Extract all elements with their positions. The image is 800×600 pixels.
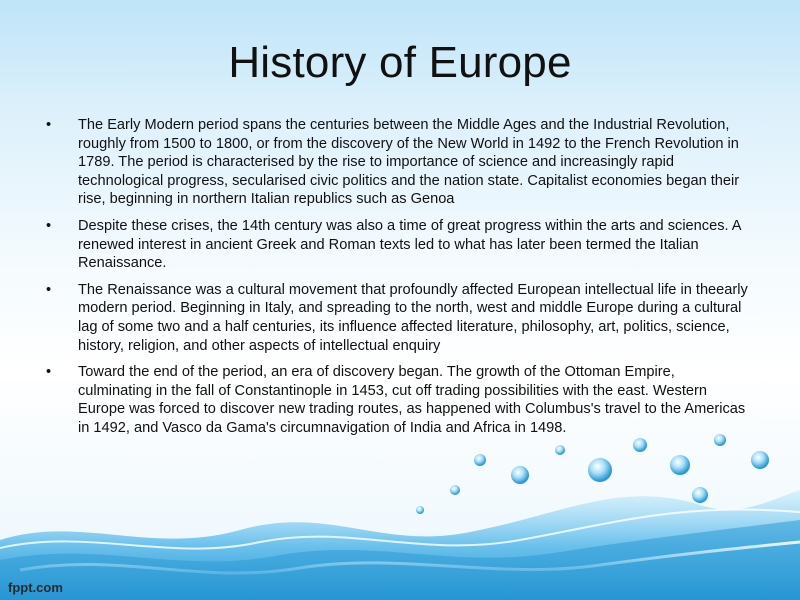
bullet-dot-icon: • xyxy=(46,281,52,298)
bullet-item xyxy=(42,116,752,209)
bullet-item xyxy=(42,217,752,273)
bullet-item xyxy=(42,281,752,355)
bullet-text: The Renaissance was a cultural movement that profoundly affected European intellectual life in theearly modern period. Beginning in Italy, and spreading to the north, west and middle Europe during a cultural lag of some two and a half centuries, its influence affected literature, philosophy, art, politics, science, history, religion, and other aspects of intellectual enquiry xyxy=(78,281,748,354)
footer-logo: fppt.com xyxy=(8,580,63,595)
bullet-text: The Early Modern period spans the centuries between the Middle Ages and the Industrial Revolution, roughly from 1500 to 1800, or from the discovery of the New World in 1492 to the French Revolution in 1789. The period is characterised by the rise to importance of science and increasingly rapid technological progress, secularised civic politics and the nation state. Capitalist economies began their rise, beginning in northern Italian republics such as Genoa xyxy=(78,117,740,208)
bullet-dot-icon: • xyxy=(46,217,52,234)
bullet-dot-icon: • xyxy=(46,364,52,381)
bullet-list xyxy=(42,116,752,446)
slide-title: History of Europe xyxy=(228,38,572,87)
water-splash-background xyxy=(0,420,800,600)
bullet-text: Toward the end of the period, an era of discovery began. The growth of the Ottoman Empire, culminating in the fall of Constantinople in 1453, cut off trading possibilities with the east. Western Europe was forced to discover new trading routes, as happened with Columbus's travel to the Americas in 1492, and Vasco da Gama's circumnavigation of India and Africa in 1498. xyxy=(78,364,746,436)
bullet-text: Despite these crises, the 14th century was also a time of great progress within the arts and sciences. A renewed interest in ancient Greek and Roman texts led to what has later been termed the Italian Renaissance. xyxy=(78,217,741,272)
bullet-dot-icon: • xyxy=(46,117,52,133)
bullet-item xyxy=(42,363,752,437)
